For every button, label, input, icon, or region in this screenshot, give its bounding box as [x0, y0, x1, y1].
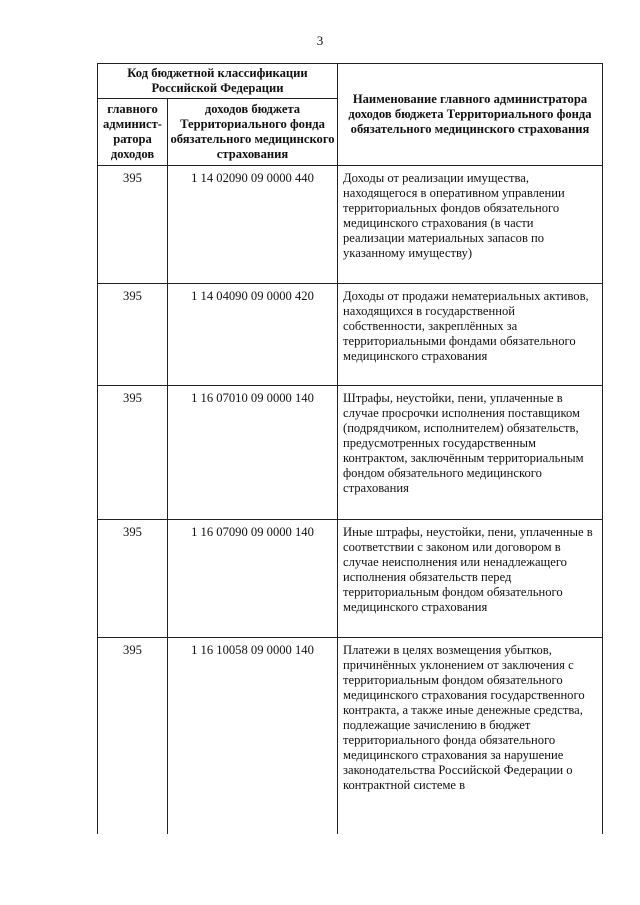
- revenue-code-cell: 1 14 02090 09 0000 440: [168, 166, 338, 284]
- header-classification-code: Код бюджетной классификации Российской Федерации: [98, 64, 338, 99]
- header-fund-revenue: доходов бюджета Территориального фонда обязательного медицинского страхования: [168, 99, 338, 166]
- table-row: [98, 284, 603, 386]
- revenue-name-cell: Штрафы, неустойки, пени, уплаченные в случае просрочки исполнения поставщиком (подрядчиком, исполнителем) обязательств, предусмотренных государственным контрактом, заключённым территориальным фондом обязательного медицинского страхования: [338, 386, 603, 520]
- revenue-code-cell: 1 16 10058 09 0000 140: [168, 638, 338, 834]
- table-row: [98, 386, 603, 520]
- revenue-code-cell: 1 16 07090 09 0000 140: [168, 520, 338, 638]
- header-administrator-name: Наименование главного администратора доходов бюджета Территориального фонда обязательного медицинского страхования: [338, 64, 603, 166]
- table-row: [98, 638, 603, 834]
- table-row: [98, 166, 603, 284]
- table-row: [98, 520, 603, 638]
- table-header-row: [98, 64, 603, 99]
- revenue-name-cell: Иные штрафы, неустойки, пени, уплаченные в соответствии с законом или договором в случае неисполнения или ненадлежащего исполнения обязательств перед территориальным фондом обязательного медицинского страхования: [338, 520, 603, 638]
- admin-code-cell: 395: [98, 284, 168, 386]
- revenue-code-cell: 1 16 07010 09 0000 140: [168, 386, 338, 520]
- admin-code-cell: 395: [98, 386, 168, 520]
- revenue-name-cell: Платежи в целях возмещения убытков, причинённых уклонением от заключения с территориальным фондом обязательного медицинского страхования государственного контракта, а также иные денежные средства, подлежащие зачислению в бюджет территориального фонда обязательного медицинского страхования за нарушение законодательства Российской Федерации о контрактной системе в: [338, 638, 603, 834]
- revenue-name-cell: Доходы от реализации имущества, находящегося в оперативном управлении территориальных фондов обязательного медицинского страхования (в части реализации материальных запасов по указанному имуществу): [338, 166, 603, 284]
- budget-classification-table: [97, 63, 603, 834]
- admin-code-cell: 395: [98, 638, 168, 834]
- revenue-code-cell: 1 14 04090 09 0000 420: [168, 284, 338, 386]
- admin-code-cell: 395: [98, 520, 168, 638]
- page-number: 3: [316, 33, 324, 48]
- admin-code-cell: 395: [98, 166, 168, 284]
- revenue-name-cell: Доходы от продажи нематериальных активов, находящихся в государственной собственности, закреплённых за территориальными фондами обязательного медицинского страхования: [338, 284, 603, 386]
- header-main-administrator: главного админист-ратора доходов: [98, 99, 168, 166]
